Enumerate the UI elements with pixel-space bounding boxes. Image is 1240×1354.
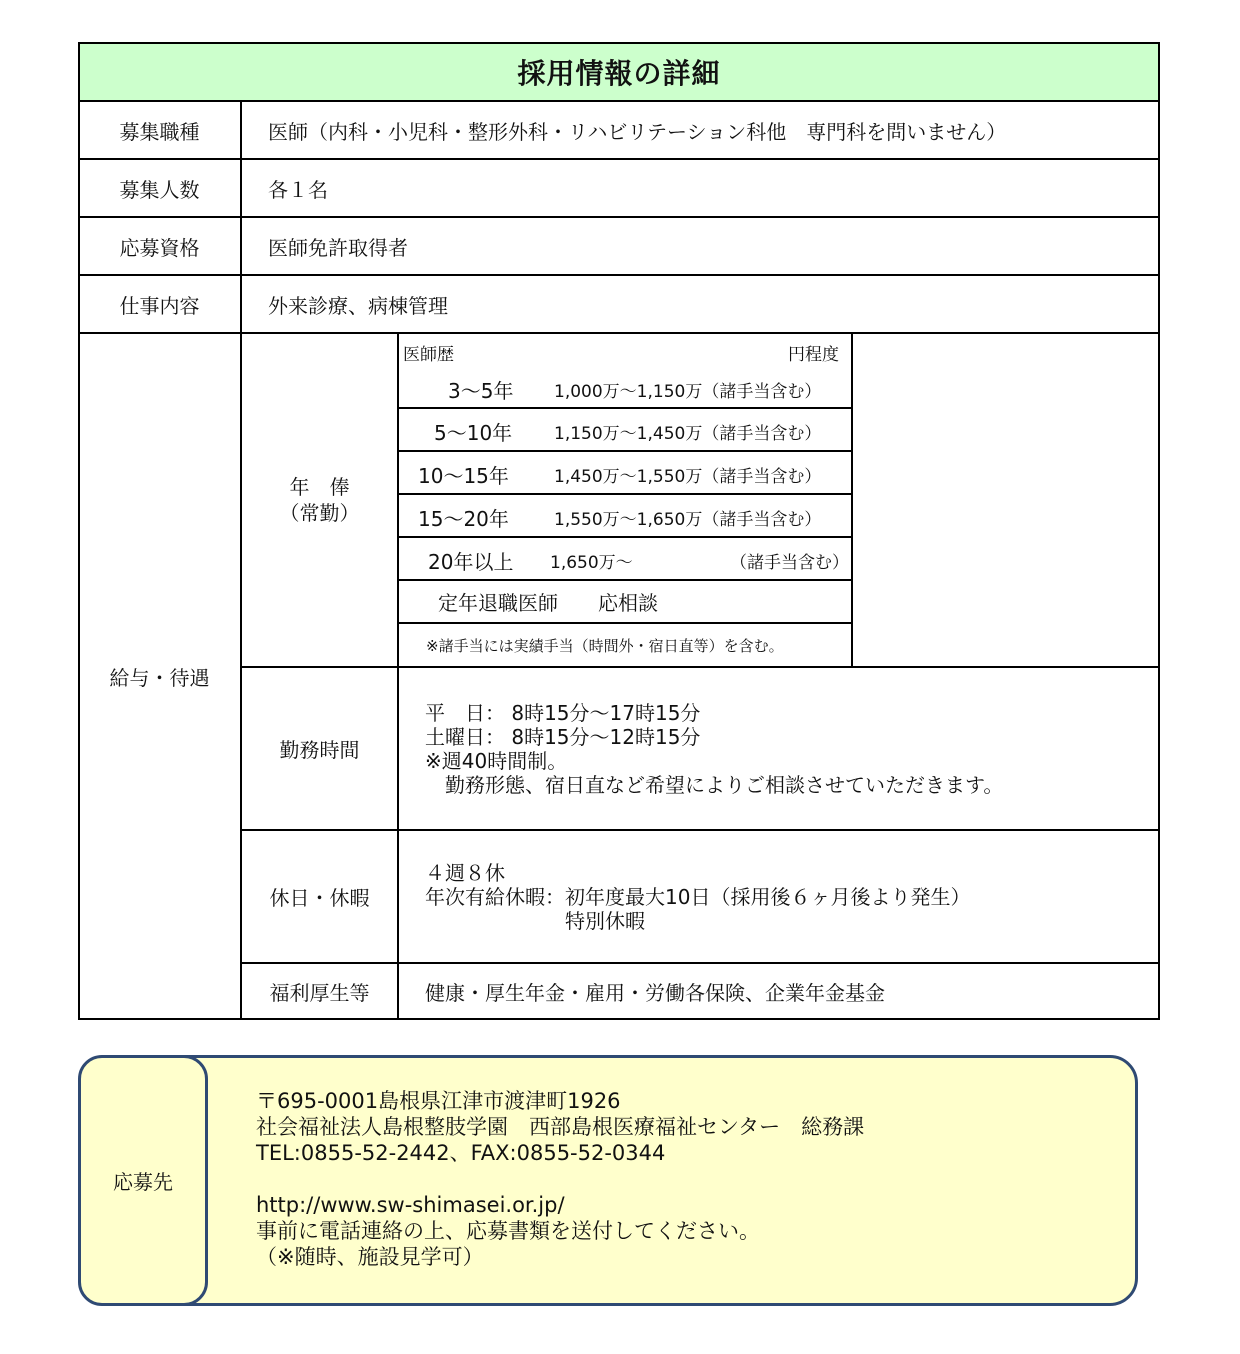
- table-border: [1158, 42, 1160, 1020]
- hours-line: 土曜日： 8時15分～12時15分: [425, 724, 701, 749]
- contact-phone-fax: TEL:0855-52-2442、FAX:0855-52-0344: [256, 1141, 666, 1165]
- table-border: [398, 579, 852, 581]
- allowance-note: ※諸手当には実績手当（時間外・宿日直等）を含む。: [426, 636, 784, 655]
- holidays-label: 休日・休暇: [269, 886, 370, 910]
- recruitment-table: [78, 42, 1160, 1020]
- table-border: [398, 536, 852, 538]
- salary-amount: 1,450万～1,550万（諸手当含む）: [554, 467, 822, 487]
- table-border: [398, 450, 852, 452]
- table-border: [241, 829, 1160, 831]
- table-border: [397, 333, 399, 1020]
- salary-header-unit: 円程度: [788, 345, 839, 365]
- job-label: 募集職種: [119, 119, 200, 144]
- contact-label: 応募先: [78, 1055, 208, 1306]
- count-label: 募集人数: [119, 177, 200, 202]
- hours-line: ※週40時間制。: [425, 748, 568, 773]
- hours-line: 平 日： 8時15分～17時15分: [425, 700, 701, 725]
- table-border: [241, 962, 1160, 964]
- salary-years: 10～15年: [418, 464, 509, 488]
- holidays-line: 年次有給休暇：初年度最大10日（採用後６ヶ月後より発生）: [425, 884, 971, 909]
- count-value: 各１名: [268, 177, 328, 202]
- salary-amount: 1,550万～1,650万（諸手当含む）: [554, 510, 822, 530]
- qualification-value: 医師免許取得者: [268, 235, 408, 260]
- welfare-label: 福利厚生等: [269, 981, 370, 1005]
- contact-website-link[interactable]: http://www.sw-shimasei.or.jp/: [256, 1193, 565, 1217]
- welfare-value: 健康・厚生年金・雇用・労働各保険、企業年金基金: [425, 981, 885, 1005]
- table-border: [398, 622, 852, 624]
- salary-years: 15～20年: [418, 507, 509, 531]
- contact-instruction: 事前に電話連絡の上、応募書類を送付してください。: [256, 1219, 760, 1243]
- holidays-line: ４週８休: [425, 860, 505, 885]
- holidays-value: [425, 830, 1160, 963]
- hours-line: 勤務形態、宿日直など希望によりご相談させていただきます。: [425, 772, 1004, 797]
- contact-visit-note: （※随時、施設見学可）: [256, 1245, 484, 1269]
- hours-value: [425, 667, 1160, 830]
- salary-suffix: （諸手当含む）: [730, 553, 849, 573]
- table-border: [240, 101, 242, 1020]
- table-border: [241, 666, 1160, 668]
- work-value: 外来診療、病棟管理: [268, 293, 448, 318]
- table-border: [398, 493, 852, 495]
- salary-row: [398, 494, 852, 536]
- table-border: [851, 333, 853, 667]
- salary-amount: 1,150万～1,450万（諸手当含む）: [554, 424, 822, 444]
- salary-years: 3～5年: [448, 379, 514, 403]
- work-label: 仕事内容: [119, 293, 200, 318]
- salary-header-years: 医師歴: [403, 345, 454, 365]
- qualification-label: 応募資格: [119, 235, 200, 260]
- salary-row: [398, 366, 852, 408]
- salary-label-line1: 年 俸: [289, 475, 350, 499]
- salary-row: [398, 451, 852, 493]
- contact-organization: 社会福祉法人島根整肢学園 西部島根医療福祉センター 総務課: [256, 1115, 865, 1139]
- salary-years: 5～10年: [434, 421, 513, 445]
- salary-years: 20年以上: [428, 550, 514, 574]
- salary-amount: 1,000万～1,150万（諸手当含む）: [554, 382, 822, 402]
- job-value: 医師（内科・小児科・整形外科・リハビリテーション科他 専門科を問いません）: [268, 119, 1007, 144]
- salary-amount: 1,650万～: [550, 553, 633, 573]
- table-border: [78, 42, 80, 1020]
- salary-row: [398, 408, 852, 450]
- salary-row: [398, 537, 852, 579]
- compensation-label: 給与・待遇: [109, 666, 210, 690]
- holidays-line: 特別休暇: [425, 908, 645, 933]
- table-border: [78, 42, 1160, 44]
- contact-spacer: [256, 1166, 864, 1192]
- salary-label-line2: （常勤）: [279, 501, 360, 525]
- contact-body: [256, 1088, 864, 1270]
- retired-doctor-note: 定年退職医師 応相談: [438, 591, 658, 615]
- table-border: [398, 407, 852, 409]
- salary-label: [241, 333, 398, 667]
- table-title: 採用情報の詳細: [78, 42, 1160, 101]
- contact-address: 〒695-0001島根県江津市渡津町1926: [256, 1089, 621, 1113]
- hours-label: 勤務時間: [279, 738, 360, 762]
- contact-box: [78, 1055, 1138, 1306]
